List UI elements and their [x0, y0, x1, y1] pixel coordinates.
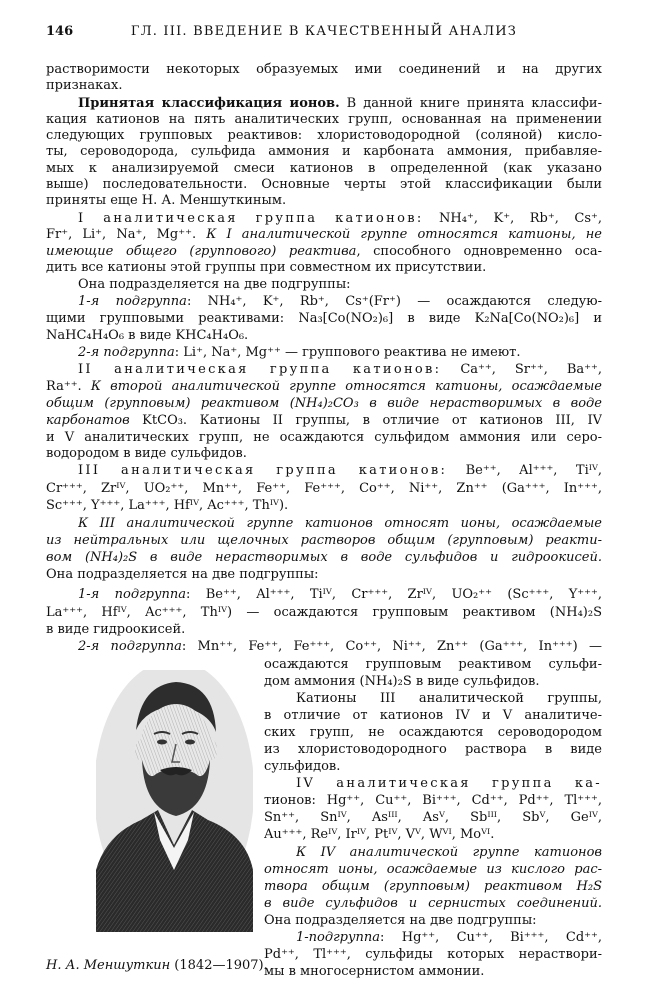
text-line: вом (NH₄)₂S в виде нерастворимых в воде сульфидов и гидроокисей.: [46, 550, 602, 565]
text-line: Fr⁺, Li⁺, Na⁺, Mg⁺⁺. К I аналитической группе относятся катионы, не: [46, 227, 602, 242]
portrait-image: [96, 670, 253, 932]
text-line: в виде гидроокисей.: [46, 622, 186, 637]
text-line: Катионы III аналитической группы,: [296, 691, 602, 706]
text-line: водородом в виде сульфидов.: [46, 446, 247, 461]
group-heading: IV аналитическая группа ка-: [296, 776, 602, 791]
text-line: La⁺⁺⁺, Hfᴵⱽ, Ac⁺⁺⁺, Thᴵⱽ) — осаждаются групповым реактивом (NH₄)₂S: [46, 605, 602, 620]
text-line: ских групп, не осаждаются сероводородом: [264, 725, 602, 740]
text-line: мы в многосернистом аммонии.: [264, 964, 485, 979]
text-line: в виде сульфидов и сернистых соединений.: [264, 896, 602, 911]
text-line: 2-я подгруппа: Li⁺, Na⁺, Mg⁺⁺ — группового реактива не имеют.: [78, 345, 521, 360]
text-line: ты, сероводорода, сульфида аммония и карбоната аммония, прибавляе-: [46, 144, 602, 159]
text-line: Она подразделяется на две подгруппы:: [46, 567, 319, 582]
text-line: признаках.: [46, 78, 123, 93]
text-line: К III аналитической группе катионов относят ионы, осаждаемые: [78, 516, 602, 531]
text-line: Sc⁺⁺⁺, Y⁺⁺⁺, La⁺⁺⁺, Hfᴵⱽ, Ac⁺⁺⁺, Thᴵⱽ).: [46, 498, 289, 513]
text-line: в отличие от катионов IV и V аналитиче-: [264, 708, 602, 723]
text-line: I аналитическая группа катионов: NH₄⁺, K⁺, Rb⁺, Cs⁺,: [78, 211, 602, 226]
text-line: карбонатов KtCO₃. Катионы II группы, в отличие от катионов III, IV: [46, 413, 602, 428]
text-line: Au⁺⁺⁺, Reᴵⱽ, Irᴵⱽ, Ptᴵⱽ, Vⱽ, Wⱽᴵ, Moⱽᴵ.: [264, 827, 495, 842]
group-heading: I аналитическая группа катионов:: [78, 211, 424, 226]
text-line: из нейтральных или щелочных растворов общим (групповым) реакти-: [46, 533, 602, 548]
text-line: NaHC₄H₄O₆ в виде KHC₄H₄O₆.: [46, 328, 249, 343]
text-line: Ra⁺⁺. К второй аналитической группе относятся катионы, осаждаемые: [46, 379, 602, 394]
text-line: кация катионов на пять аналитических групп, основанная на применении: [46, 112, 602, 127]
text-line: щими групповыми реактивами: Na₃[Co(NO₂)₆] в виде K₂Na[Co(NO₂)₆] и: [46, 311, 602, 326]
caption-years: (1842—1907).: [170, 958, 268, 973]
text-line: сульфидов.: [264, 759, 341, 774]
text-line: выше) последовательности. Основные черты этой классификации были: [46, 177, 602, 192]
text-line: тионов: Hg⁺⁺, Cu⁺⁺, Bi⁺⁺⁺, Cd⁺⁺, Pd⁺⁺, Tl⁺⁺⁺,: [264, 793, 602, 808]
text-line: II аналитическая группа катионов: Ca⁺⁺, Sr⁺⁺, Ba⁺⁺,: [78, 362, 602, 377]
text-line: Cr⁺⁺⁺, Zrᴵⱽ, UO₂⁺⁺, Mn⁺⁺, Fe⁺⁺, Fe⁺⁺⁺, Co⁺⁺, Ni⁺⁺, Zn⁺⁺ (Ga⁺⁺⁺, In⁺⁺⁺,: [46, 481, 602, 496]
text-line: III аналитическая группа катионов: Be⁺⁺, Al⁺⁺⁺, Tiᴵⱽ,: [78, 463, 602, 478]
text-line: и V аналитических групп, не осаждаются сульфидом аммония или серо-: [46, 430, 602, 445]
text-line: осаждаются групповым реактивом сульфи-: [264, 657, 602, 672]
text-line: общим (групповым) реактивом (NH₄)₂CO₃ в виде нерастворимых в воде: [46, 396, 602, 411]
text-line: следующих групповых реактивов: хлористоводородной (соляной) кисло-: [46, 128, 602, 143]
text-line: твора общим (групповым) реактивом H₂S: [264, 879, 602, 894]
figure-caption: [46, 958, 268, 974]
text-line: растворимости некоторых образуемых ими соединений и на других: [46, 62, 602, 77]
group-heading: III аналитическая группа катионов:: [78, 463, 448, 478]
text-line: 1-я подгруппа: NH₄⁺, K⁺, Rb⁺, Cs⁺(Fr⁺) — осаждаются следую-: [78, 294, 602, 309]
text-line: мых к анализируемой смеси катионов в определенной (как указано: [46, 161, 602, 176]
text-line: [296, 776, 602, 792]
group-heading: II аналитическая группа катионов:: [78, 362, 442, 377]
text-line: 1-подгруппа: Hg⁺⁺, Cu⁺⁺, Bi⁺⁺⁺, Cd⁺⁺,: [296, 930, 602, 945]
text-line: Pd⁺⁺, Tl⁺⁺⁺, сульфиды которых нераствори-: [264, 947, 602, 962]
running-header: [46, 24, 602, 46]
text-line: 2-я подгруппа: Mn⁺⁺, Fe⁺⁺, Fe⁺⁺⁺, Co⁺⁺, Ni⁺⁺, Zn⁺⁺ (Ga⁺⁺⁺, In⁺⁺⁺) —: [78, 639, 602, 654]
chapter-title: ГЛ. III. ВВЕДЕНИЕ В КАЧЕСТВЕННЫЙ АНАЛИЗ: [130, 24, 518, 39]
section-heading: Принятая классификация ионов.: [78, 96, 340, 111]
text-line: К IV аналитической группе катионов: [296, 845, 602, 860]
text-line: Она подразделяется на две подгруппы:: [78, 277, 351, 292]
text-line: Она подразделяется на две подгруппы:: [264, 913, 537, 928]
text-line: дить все катионы этой группы при совместном их присутствии.: [46, 260, 487, 275]
caption-name: Н. А. Меншуткин: [46, 958, 171, 973]
text-line: имеющие общего (группового) реактива, способного одновременно оса-: [46, 244, 602, 259]
text-line: дом аммония (NH₄)₂S в виде сульфидов.: [264, 674, 540, 689]
text-line: из хлористоводородного раствора в виде: [264, 742, 602, 757]
page-number: 146: [46, 24, 74, 39]
text-line: 1-я подгруппа: Be⁺⁺, Al⁺⁺⁺, Tiᴵⱽ, Cr⁺⁺⁺, Zrᴵⱽ, UO₂⁺⁺ (Sc⁺⁺⁺, Y⁺⁺⁺,: [78, 587, 602, 602]
text-line: Sn⁺⁺, Snᴵⱽ, Asᴵᴵᴵ, Asⱽ, Sbᴵᴵᴵ, Sbⱽ, Geᴵⱽ,: [264, 810, 602, 825]
text-line: приняты еще Н. А. Меншуткиным.: [46, 193, 287, 208]
text-line: относят ионы, осаждаемые из кислого рас-: [264, 862, 602, 877]
text-line: Принятая классификация ионов. В данной книге принята классифи-: [78, 96, 602, 111]
